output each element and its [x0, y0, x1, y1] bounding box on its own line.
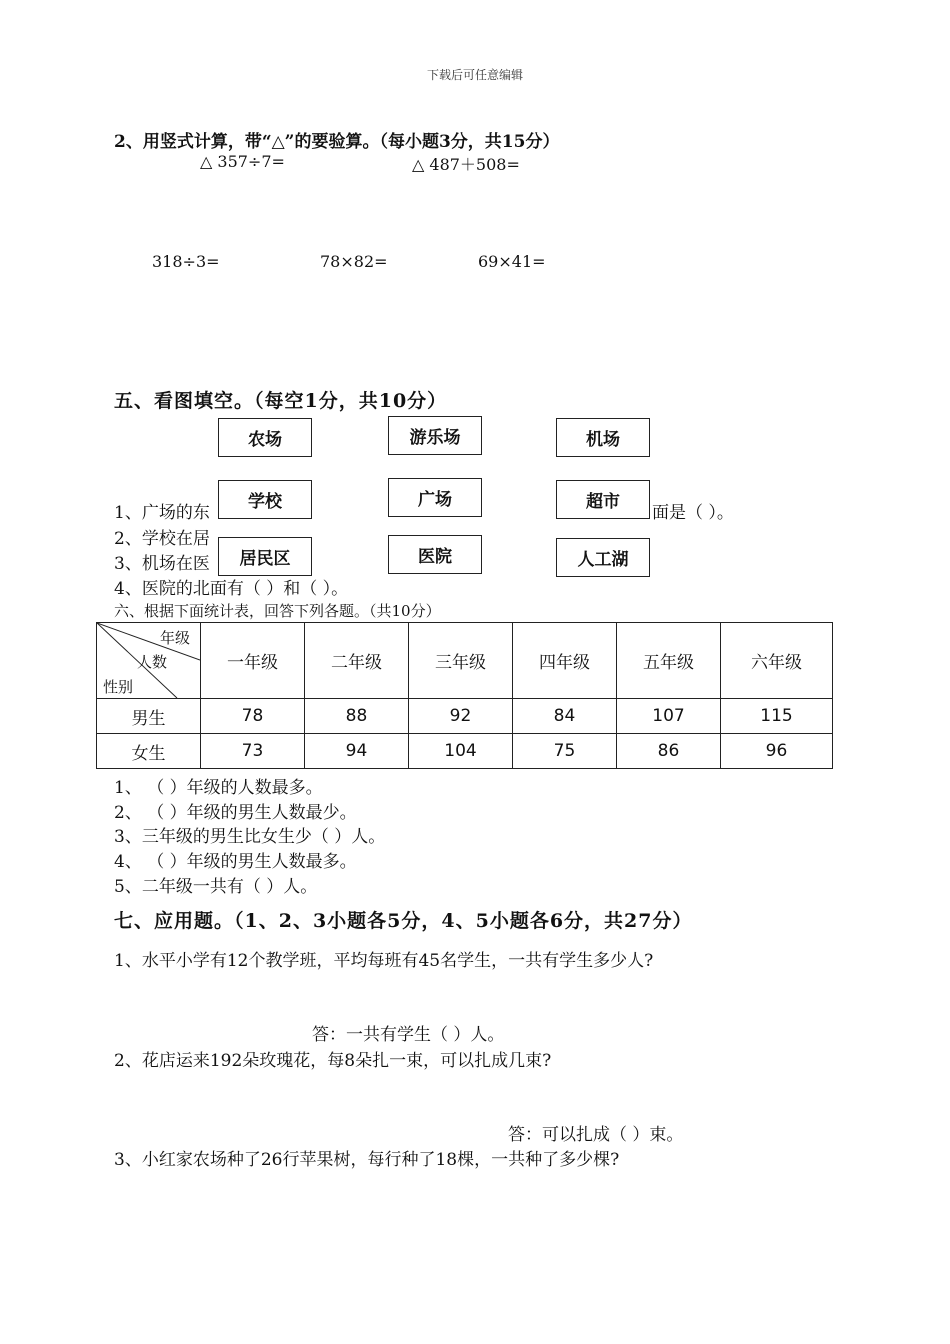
table-cell: 96 — [721, 734, 833, 769]
word-problem-2-answer: 答：可以扎成（ ）束。 — [508, 1125, 684, 1145]
stats-question-3: 3、三年级的男生比女生少（ ）人。 — [114, 827, 386, 847]
calc-section-title: 2、用竖式计算，带“△”的要验算。（每小题3分，共15分） — [114, 132, 560, 152]
corner-label-grade: 年级 — [159, 629, 190, 647]
map-section-title: 五、看图填空。（每空1分，共10分） — [114, 390, 448, 412]
table-cell: 75 — [513, 734, 617, 769]
table-cell: 107 — [617, 699, 721, 734]
table-cell: 92 — [409, 699, 513, 734]
calc-problem-5: 69×41= — [478, 252, 546, 271]
table-cell: 115 — [721, 699, 833, 734]
column-header: 五年级 — [617, 623, 721, 699]
corner-label-count: 人数 — [137, 653, 168, 671]
map-box-square: 广场 — [388, 478, 482, 517]
table-cell: 78 — [201, 699, 305, 734]
word-problem-1: 1、水平小学有12个教学班，平均每班有45名学生，一共有学生多少人? — [114, 951, 654, 971]
map-box-supermarket: 超市 — [556, 480, 650, 519]
map-box-lake: 人工湖 — [556, 538, 650, 577]
table-row — [97, 699, 833, 734]
calc-problem-2: △ 487＋508= — [412, 155, 520, 174]
stats-question-5: 5、二年级一共有（ ）人。 — [114, 877, 318, 897]
map-question-4: 4、医院的北面有（ ）和（ ）。 — [114, 579, 349, 599]
map-box-farm: 农场 — [218, 418, 312, 457]
map-question-1-end: 面是（ ）。 — [652, 503, 734, 523]
stats-question-2: 2、 （ ）年级的男生人数最少。 — [114, 803, 357, 823]
row-label: 男生 — [97, 699, 201, 734]
table-cell: 88 — [305, 699, 409, 734]
table-cell: 104 — [409, 734, 513, 769]
column-header: 三年级 — [409, 623, 513, 699]
column-header: 四年级 — [513, 623, 617, 699]
word-problems-title: 七、应用题。（1、2、3小题各5分，4、5小题各6分，共27分） — [114, 910, 693, 932]
map-box-amusement-park: 游乐场 — [388, 416, 482, 455]
table-cell: 86 — [617, 734, 721, 769]
calc-problem-4: 78×82= — [320, 252, 388, 271]
word-problem-2: 2、花店运来192朵玫瑰花，每8朵扎一束，可以扎成几束? — [114, 1051, 552, 1071]
column-header: 六年级 — [721, 623, 833, 699]
map-question-3: 3、机场在医 — [114, 554, 210, 574]
map-question-1-start: 1、广场的东 — [114, 503, 210, 523]
table-cell: 94 — [305, 734, 409, 769]
table-cell: 73 — [201, 734, 305, 769]
page-header: 下载后可任意编辑 — [426, 68, 523, 82]
word-problem-1-answer: 答：一共有学生（ ）人。 — [312, 1025, 505, 1045]
column-header: 一年级 — [201, 623, 305, 699]
stats-section-title: 六、根据下面统计表，回答下列各题。（共10分） — [114, 602, 441, 620]
map-box-school: 学校 — [218, 480, 312, 519]
map-box-airport: 机场 — [556, 418, 650, 457]
word-problem-3: 3、小红家农场种了26行苹果树，每行种了18棵，一共种了多少棵? — [114, 1150, 620, 1170]
column-header: 二年级 — [305, 623, 409, 699]
table-row — [97, 734, 833, 769]
table-cell: 84 — [513, 699, 617, 734]
calc-problem-1: △ 357÷7= — [200, 152, 285, 171]
calc-problem-3: 318÷3= — [152, 252, 220, 271]
stats-question-4: 4、 （ ）年级的男生人数最多。 — [114, 852, 357, 872]
map-box-residential: 居民区 — [218, 537, 312, 576]
table-corner-cell — [97, 623, 201, 699]
map-box-hospital: 医院 — [388, 535, 482, 574]
stats-table — [96, 622, 833, 769]
row-label: 女生 — [97, 734, 201, 769]
map-question-2: 2、学校在居 — [114, 529, 210, 549]
corner-label-gender: 性别 — [103, 678, 134, 696]
stats-question-1: 1、 （ ）年级的人数最多。 — [114, 778, 323, 798]
